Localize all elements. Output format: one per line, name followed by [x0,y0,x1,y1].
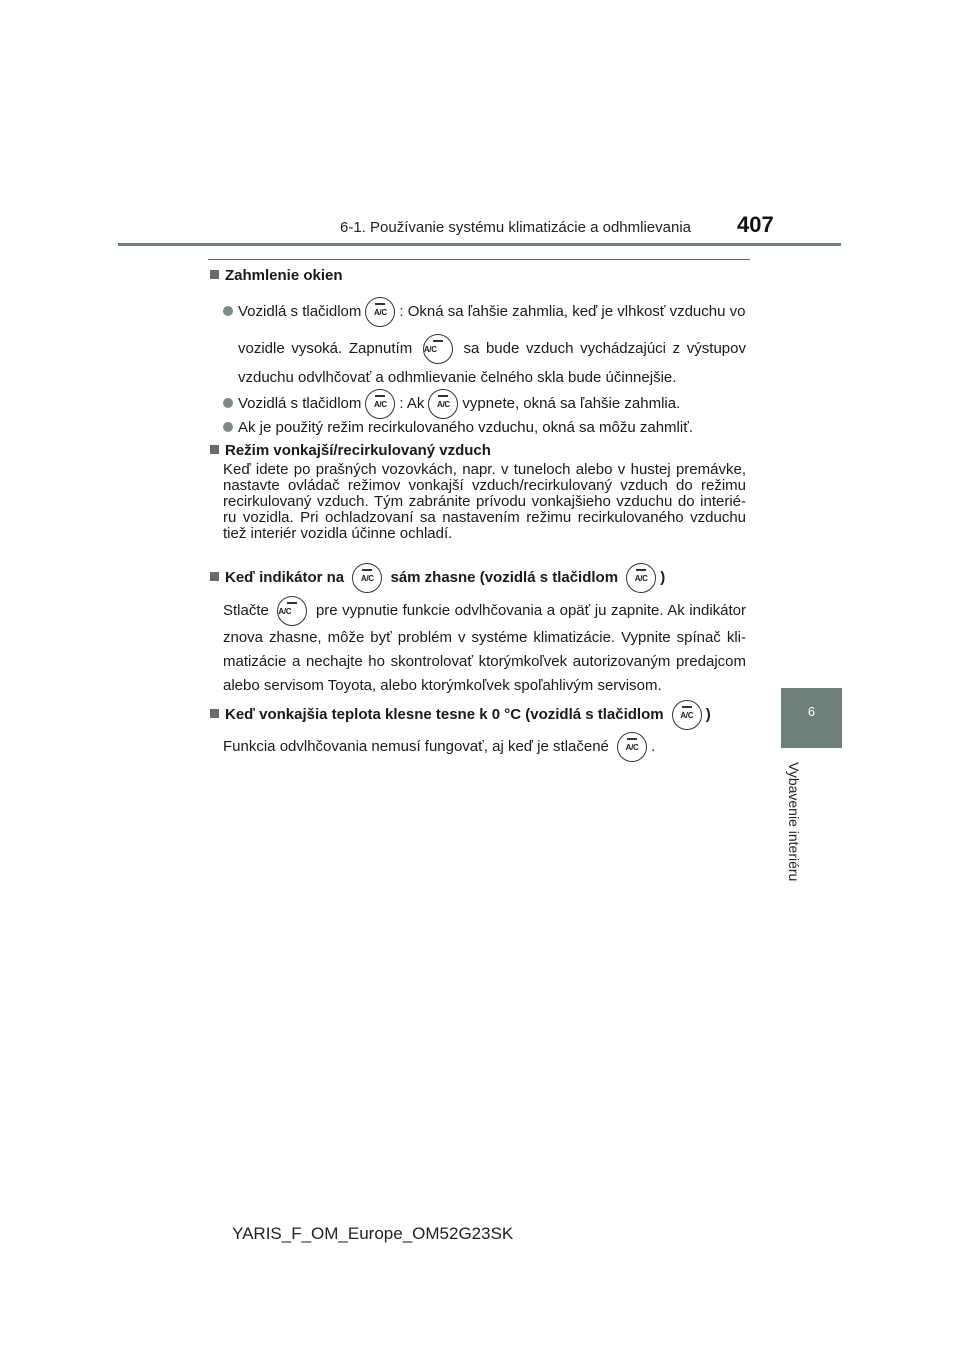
bullet-item-1-cont [238,334,746,364]
ac-button-icon: A/C [352,563,382,593]
bullet-item-1-end [238,366,746,390]
text: Ak je použitý režim recirkulovaného vzduchu, okná sa môžu zahmliť. [238,419,693,436]
square-bullet-icon [210,572,219,581]
heading-zahmlenie [210,266,343,286]
content-divider [208,259,750,260]
paragraph-teplota [223,732,746,762]
ac-button-icon: A/C [617,732,647,762]
text-line: alebo servisom Toyota, alebo ktorýmkoľvek spoľahlivým servisom. [223,677,662,694]
heading-text: ) [705,706,711,723]
text-line: nastavte ovládač režimov vonkajší vzduch/recirkulovaný vzduch do režimu [223,477,746,494]
text: . [651,738,656,755]
text: : Okná sa ľahšie zahmlia, keď je vlhkosť vzduchu vo [399,303,746,320]
paragraph-indikator-rest [223,626,746,698]
text: Vozidlá s tlačidlom [238,395,362,412]
bullet-item-1 [223,297,746,327]
chapter-tab [781,688,842,748]
text: vypnete, okná sa ľahšie zahmlia. [462,395,681,412]
square-bullet-icon [210,445,219,454]
heading-text: Režim vonkajší/recirkulovaný vzduch [225,442,491,459]
ac-button-icon: A/C [365,389,395,419]
text-line: ru vozidla. Pri ochladzovaní sa nastavením režimu recirkulovaného vzduchu [223,509,746,526]
document-code: YARIS_F_OM_Europe_OM52G23SK [232,1224,514,1243]
heading-text: ) [660,569,666,586]
heading-indikator [210,563,665,593]
text: vozidle vysoká. Zapnutím [238,340,413,357]
text: vzduchu odvlhčovať a odhmlievanie čelného skla bude účinnejšie. [238,369,677,386]
ac-button-icon: A/C [277,596,307,626]
heading-rezim-vzduch [210,441,491,461]
section-title: 6-1. Používanie systému klimatizácie a odhmlievania [340,219,691,236]
ac-button-icon: A/C [365,297,395,327]
text: pre vypnutie funkcie odvlhčovania a opäť ju zapnite. Ak indikátor [315,602,747,619]
text-line: Keď idete po prašných vozovkách, napr. v tuneloch alebo v hustej premávke, [223,461,746,478]
round-bullet-icon [223,306,233,316]
ac-button-icon: A/C [672,700,702,730]
chapter-label: Vybavenie interiéru [786,762,802,882]
heading-text: Zahmlenie okien [225,267,343,284]
text: Funkcia odvlhčovania nemusí fungovať, aj keď je stlačené [223,738,609,755]
heading-text: Keď vonkajšia teplota klesne tesne k 0 °C (vozidlá s tlačidlom [225,706,664,723]
heading-text: Keď indikátor na [225,569,345,586]
paragraph-rezim-vzduch [223,462,746,542]
square-bullet-icon [210,270,219,279]
bullet-item-2 [223,389,746,419]
ac-button-icon: A/C [428,389,458,419]
text-line: znova zhasne, môže byť problém v systéme klimatizácie. Vypnite spínač kli- [223,629,746,646]
text-line: matizácie a nechajte ho skontrolovať ktorýmkoľvek autorizovaným predajcom [223,653,746,670]
square-bullet-icon [210,709,219,718]
chapter-label-container [786,762,802,892]
heading-teplota [210,700,711,730]
paragraph-indikator-line1 [223,596,746,626]
chapter-number: 6 [807,704,816,719]
text: sa bude vzduch vychádzajúci z výstupov [463,340,746,357]
header-divider [118,243,841,246]
heading-text: sám zhasne (vozidlá s tlačidlom [390,569,619,586]
ac-button-icon: A/C [626,563,656,593]
ac-button-icon: A/C [423,334,453,364]
text-line: recirkulovaný vzduch. Tým zabránite prívodu vonkajšieho vzduchu do interié- [223,493,746,510]
bullet-item-3 [223,416,746,440]
round-bullet-icon [223,422,233,432]
page-number: 407 [737,212,774,237]
text: : Ak [399,395,425,412]
text-line: tiež interiér vozidla účinne ochladí. [223,525,453,542]
text: Stlačte [223,602,269,619]
round-bullet-icon [223,398,233,408]
text: Vozidlá s tlačidlom [238,303,362,320]
